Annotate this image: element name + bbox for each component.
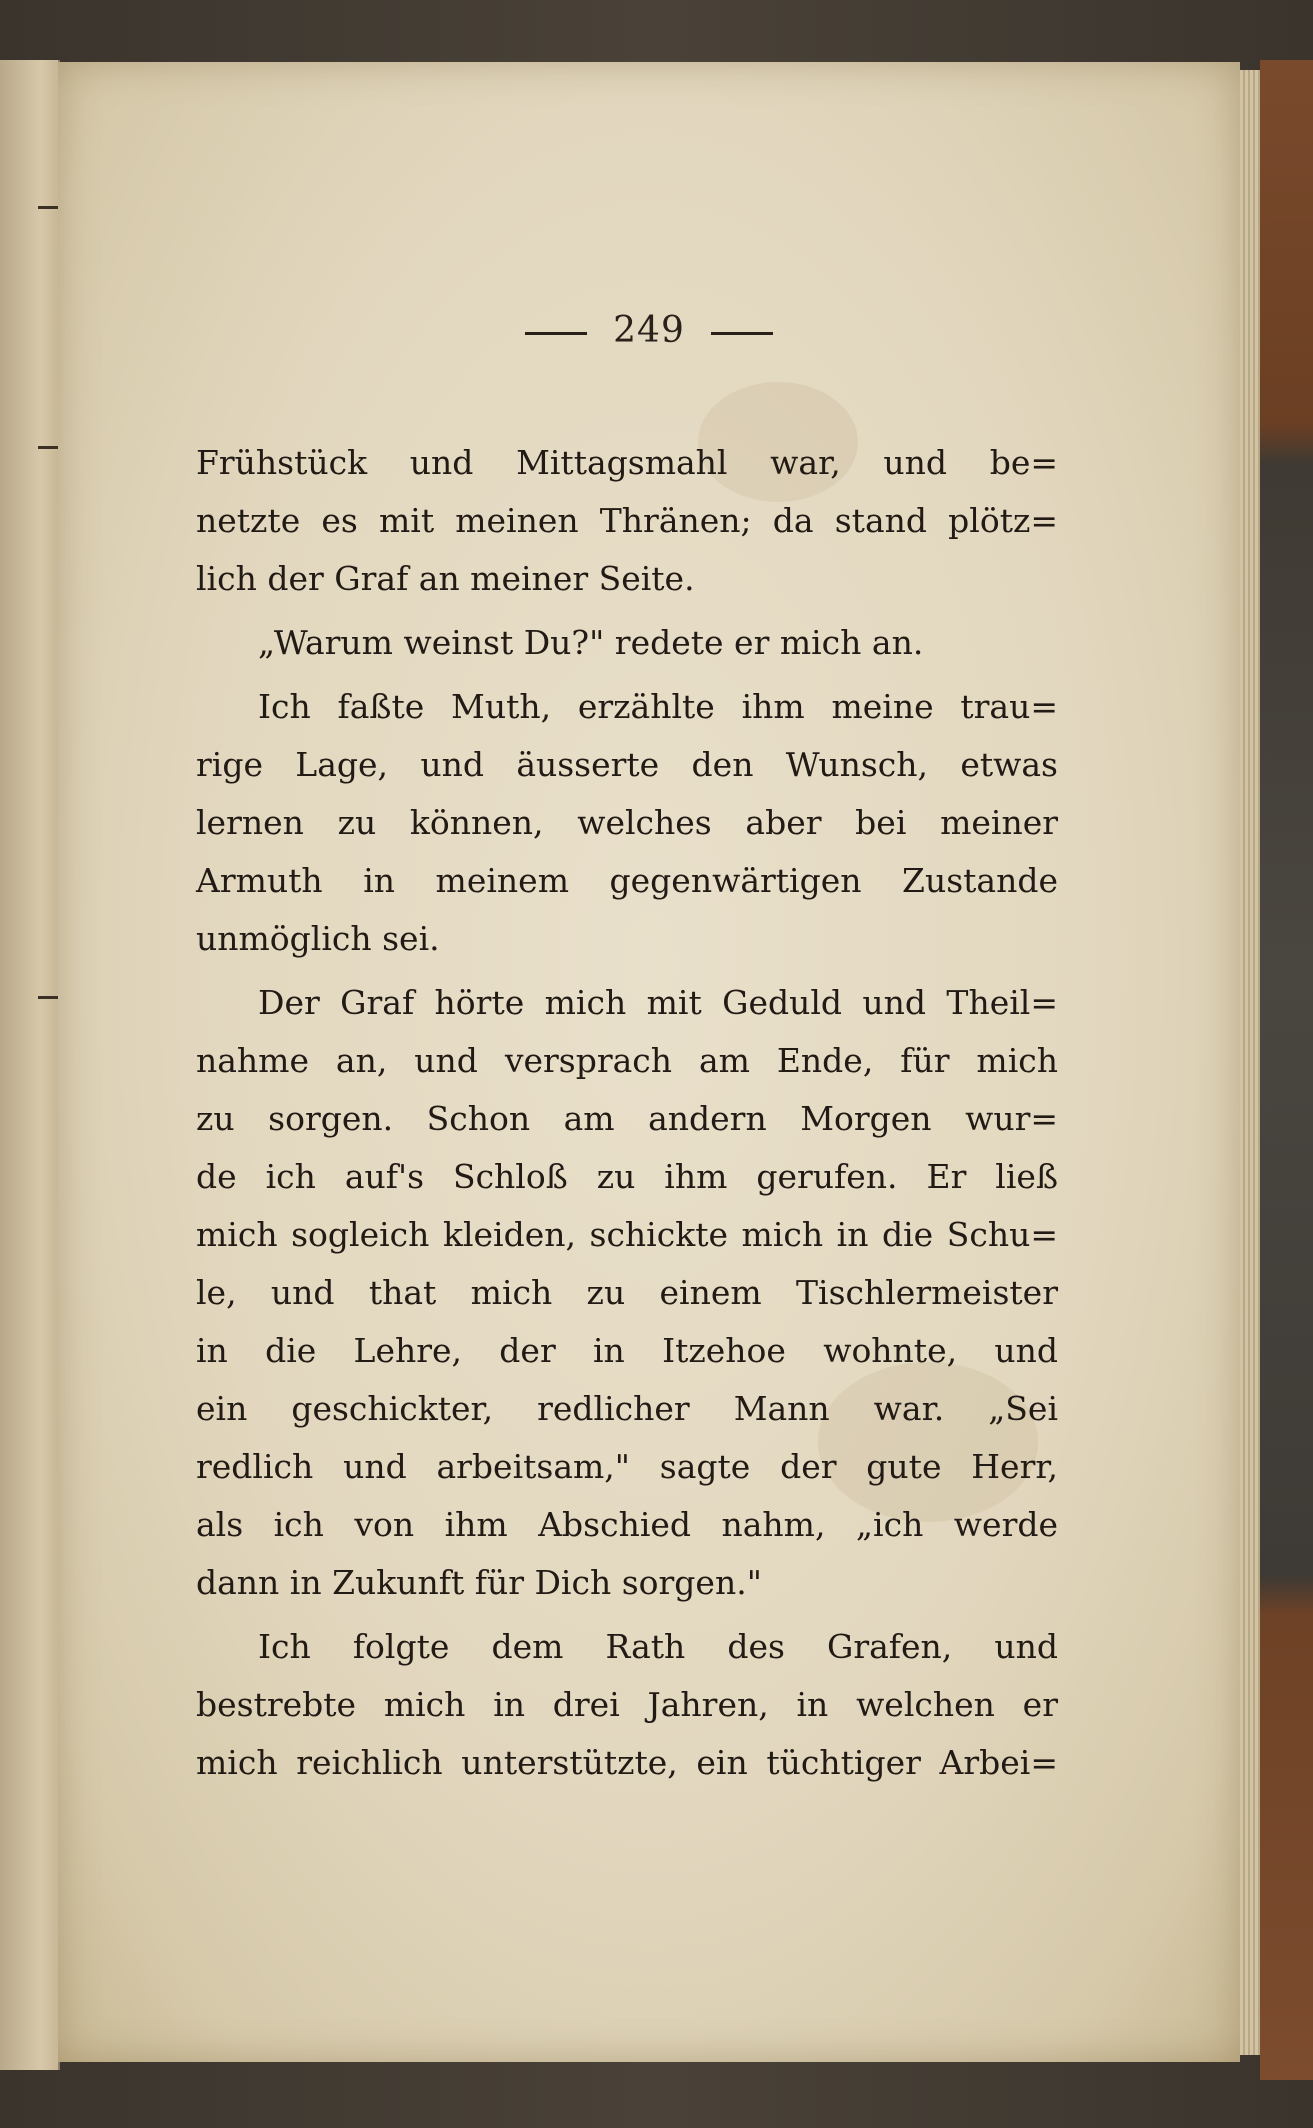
book-cover-edge	[1260, 60, 1313, 2080]
text-line: unmöglich sei.	[196, 919, 440, 958]
text-line: Der Graf hörte mich mit Geduld und Theil=	[258, 983, 1058, 1022]
text-line: lernen zu können, welches aber bei meiner	[196, 803, 1058, 842]
paragraph-5	[196, 1618, 1058, 1792]
left-page-edge	[0, 60, 60, 2070]
text-line: le, und that mich zu einem Tischlermeister	[196, 1273, 1058, 1312]
text-line: netzte es mit meinen Thränen; da stand plötz=	[196, 501, 1058, 540]
text-line: zu sorgen. Schon am andern Morgen wur=	[196, 1099, 1058, 1138]
margin-tick	[38, 206, 60, 209]
text-line: rige Lage, und äusserte den Wunsch, etwas	[196, 745, 1058, 784]
text-line: ein geschickter, redlicher Mann war. „Sei	[196, 1389, 1058, 1428]
book-page	[58, 62, 1240, 2062]
body-text	[196, 434, 1058, 1798]
text-line: nahme an, und versprach am Ende, für mich	[196, 1041, 1058, 1080]
paragraph-3	[196, 678, 1058, 968]
right-dash	[711, 332, 773, 335]
text-line: de ich auf's Schloß zu ihm gerufen. Er ließ	[196, 1157, 1058, 1196]
margin-tick	[38, 996, 60, 999]
text-line: redlich und arbeitsam," sagte der gute Herr,	[196, 1447, 1058, 1486]
text-line: als ich von ihm Abschied nahm, „ich werde	[196, 1505, 1058, 1544]
text-line: Ich faßte Muth, erzählte ihm meine trau=	[258, 687, 1058, 726]
text-line: Armuth in meinem gegenwärtigen Zustande	[196, 861, 1058, 900]
paragraph-4	[196, 974, 1058, 1612]
text-line: „Warum weinst Du?" redete er mich an.	[258, 623, 924, 662]
paragraph-1	[196, 434, 1058, 608]
margin-tick	[38, 446, 60, 449]
page-number-header	[58, 310, 1240, 351]
text-line: mich reichlich unterstützte, ein tüchtiger Arbei=	[196, 1743, 1058, 1782]
left-dash	[525, 332, 587, 335]
text-line: dann in Zukunft für Dich sorgen."	[196, 1563, 762, 1602]
text-line: Ich folgte dem Rath des Grafen, und	[258, 1627, 1058, 1666]
paragraph-2	[196, 614, 1058, 672]
page-stack-edge	[1240, 70, 1260, 2055]
text-line: mich sogleich kleiden, schickte mich in die Schu=	[196, 1215, 1058, 1254]
text-line: in die Lehre, der in Itzehoe wohnte, und	[196, 1331, 1058, 1370]
text-line: Frühstück und Mittagsmahl war, und be=	[196, 443, 1058, 482]
text-line: lich der Graf an meiner Seite.	[196, 559, 695, 598]
text-line: bestrebte mich in drei Jahren, in welchen er	[196, 1685, 1058, 1724]
page-number: 249	[613, 310, 685, 351]
